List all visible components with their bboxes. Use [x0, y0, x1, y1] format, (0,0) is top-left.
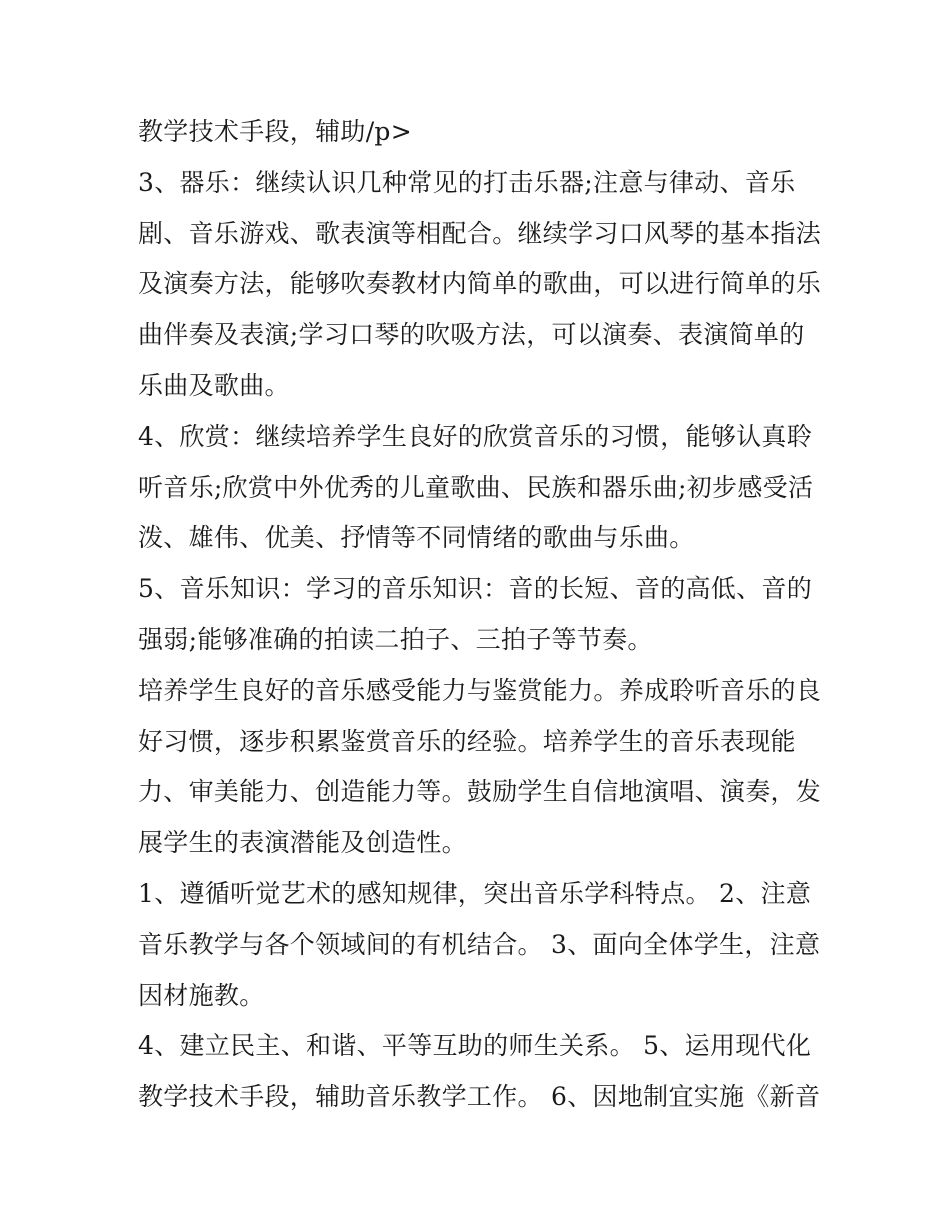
- text-line: 剧、音乐游戏、歌表演等相配合。继续学习口风琴的基本指法: [138, 218, 822, 248]
- text-line: 力、审美能力、创造能力等。鼓励学生自信地演唱、演奏，发: [138, 777, 822, 807]
- text-line: 因材施教。: [138, 980, 265, 1010]
- text-line: 强弱;能够准确的拍读二拍子、三拍子等节奏。: [138, 624, 653, 654]
- text-line: 展学生的表演潜能及创造性。: [138, 828, 467, 858]
- text-line: 及演奏方法，能够吹奏教材内简单的歌曲，可以进行简单的乐: [138, 269, 822, 299]
- text-line: 教学技术手段，辅助/p>: [138, 117, 412, 146]
- text-line: 好习惯，逐步积累鉴赏音乐的经验。培养学生的音乐表现能: [138, 726, 796, 756]
- text-line: 培养学生良好的音乐感受能力与鉴赏能力。养成聆听音乐的良: [138, 675, 822, 705]
- text-line: 5、音乐知识：学习的音乐知识：音的长短、音的高低、音的: [138, 574, 813, 604]
- text-line: 乐曲及歌曲。: [138, 370, 290, 400]
- document-body: [138, 107, 822, 1123]
- text-line: 听音乐;欣赏中外优秀的儿童歌曲、民族和器乐曲;初步感受活: [138, 472, 814, 502]
- text-line: 音乐教学与各个领域间的有机结合。 3、面向全体学生，注意: [138, 929, 821, 959]
- text-line: 1、遵循听觉艺术的感知规律，突出音乐学科特点。 2、注意: [138, 878, 812, 908]
- text-line: 泼、雄伟、优美、抒情等不同情绪的歌曲与乐曲。: [138, 523, 695, 553]
- text-line: 4、建立民主、和谐、平等互助的师生关系。 5、运用现代化: [138, 1031, 812, 1061]
- text-line: 教学技术手段，辅助音乐教学工作。 6、因地制宜实施《新音: [138, 1082, 821, 1112]
- text-line: 3、器乐：继续认识几种常见的打击乐器;注意与律动、音乐: [138, 167, 796, 197]
- text-line: 4、欣赏：继续培养学生良好的欣赏音乐的习惯，能够认真聆: [138, 421, 813, 451]
- text-line: 曲伴奏及表演;学习口琴的吹吸方法，可以演奏、表演简单的: [138, 320, 805, 350]
